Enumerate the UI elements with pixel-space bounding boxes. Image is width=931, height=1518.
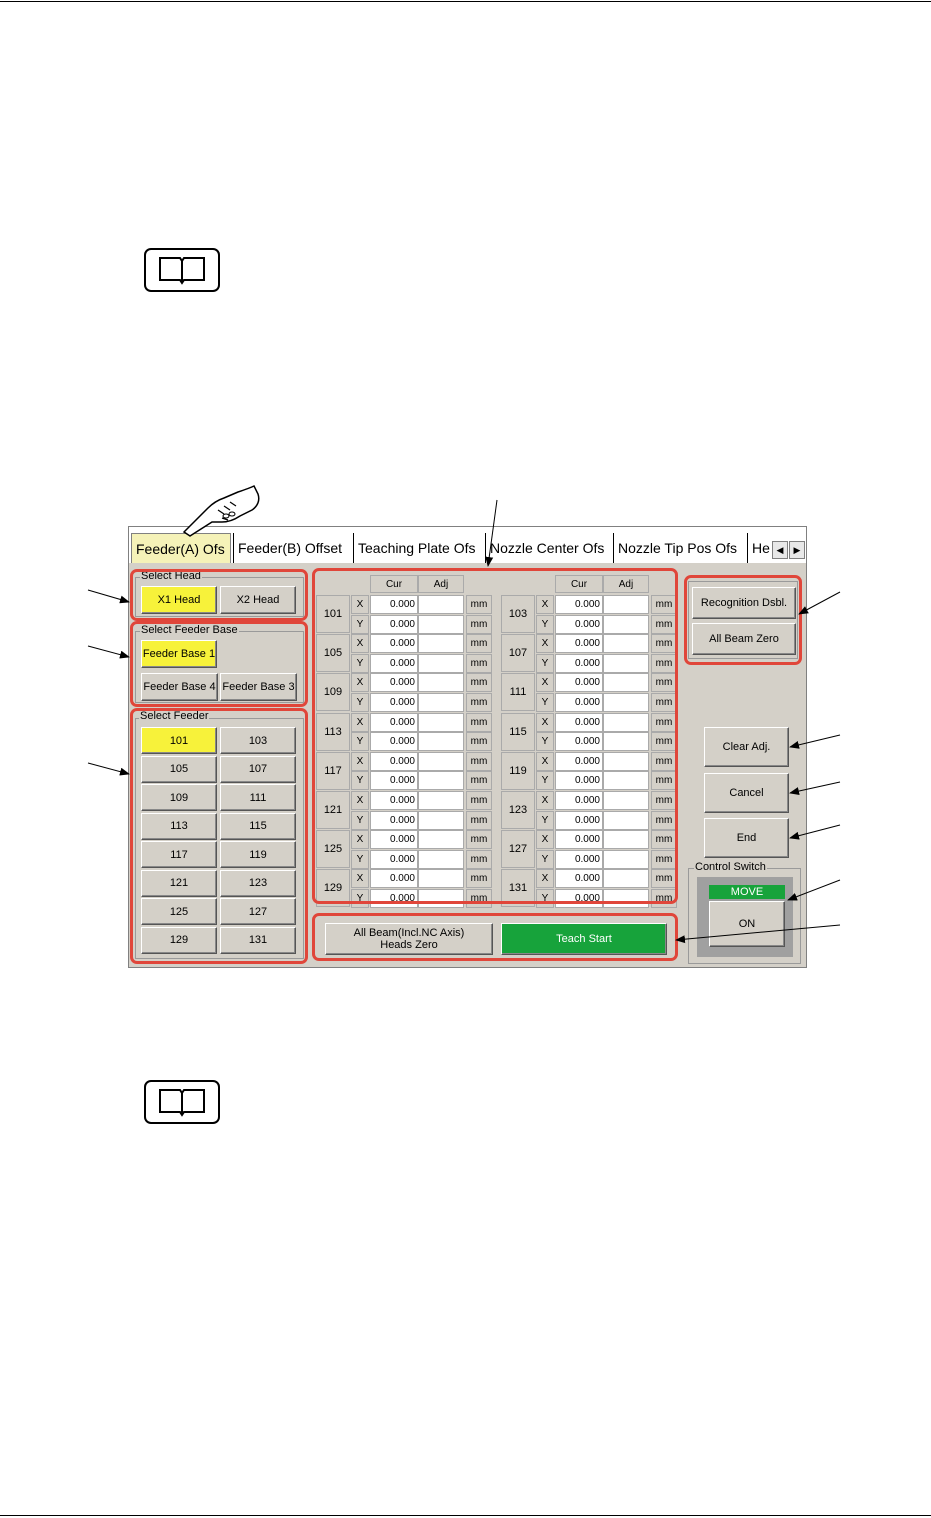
cur-value-y: 0.000 — [555, 850, 603, 869]
select-feeder-base-label: Select Feeder Base — [141, 624, 238, 636]
unit-label: mm — [466, 791, 492, 810]
feeder-id-cell: 127 — [501, 830, 535, 868]
cur-value-y: 0.000 — [370, 615, 418, 634]
feeder-base-3-button[interactable]: Feeder Base 3 — [220, 673, 297, 701]
feeder-131-button[interactable]: 131 — [220, 927, 296, 954]
tab-nozzle-center-ofs[interactable]: Nozzle Center Ofs — [485, 533, 613, 563]
heads-zero-line1: All Beam(Incl.NC Axis) — [353, 927, 465, 939]
cur-value-y: 0.000 — [555, 811, 603, 830]
axis-x-label: X — [536, 830, 554, 849]
axis-x-label: X — [536, 791, 554, 810]
feeder-id-cell: 105 — [316, 634, 350, 672]
unit-label: mm — [651, 850, 677, 869]
cur-value-y: 0.000 — [370, 771, 418, 790]
unit-label: mm — [466, 869, 492, 888]
end-button[interactable]: End — [704, 818, 789, 858]
feeder-base-4-button[interactable]: Feeder Base 4 — [141, 673, 218, 701]
unit-label: mm — [466, 830, 492, 849]
col-adj-header: Adj — [603, 575, 649, 593]
cur-value-y: 0.000 — [555, 732, 603, 751]
cur-value-y: 0.000 — [555, 654, 603, 673]
cur-value-y: 0.000 — [555, 615, 603, 634]
feeder-id-cell: 117 — [316, 752, 350, 790]
feeder-103-button[interactable]: 103 — [220, 727, 296, 754]
unit-label: mm — [651, 869, 677, 888]
x1-head-button[interactable]: X1 Head — [141, 586, 217, 614]
feeder-id-cell: 113 — [316, 713, 350, 751]
feeder-id-cell: 107 — [501, 634, 535, 672]
axis-y-label: Y — [351, 732, 369, 751]
unit-label: mm — [651, 615, 677, 634]
axis-y-label: Y — [536, 654, 554, 673]
control-switch-on-button[interactable]: ON — [709, 901, 785, 947]
unit-label: mm — [651, 811, 677, 830]
axis-x-label: X — [351, 752, 369, 771]
unit-label: mm — [651, 693, 677, 712]
all-beam-zero-button[interactable]: All Beam Zero — [692, 623, 796, 655]
unit-label: mm — [466, 811, 492, 830]
unit-label: mm — [651, 634, 677, 653]
feeder-id-cell: 121 — [316, 791, 350, 829]
axis-y-label: Y — [536, 771, 554, 790]
axis-y-label: Y — [351, 811, 369, 830]
axis-x-label: X — [351, 869, 369, 888]
select-feeder-label: Select Feeder — [140, 710, 209, 722]
cur-value-x: 0.000 — [555, 673, 603, 692]
feeder-109-button[interactable]: 109 — [141, 784, 217, 811]
axis-x-label: X — [351, 713, 369, 732]
unit-label: mm — [466, 889, 492, 908]
axis-x-label: X — [536, 752, 554, 771]
unit-label: mm — [466, 615, 492, 634]
cur-value-y: 0.000 — [370, 654, 418, 673]
cur-value-y: 0.000 — [370, 889, 418, 908]
unit-label: mm — [466, 850, 492, 869]
unit-label: mm — [651, 752, 677, 771]
unit-label: mm — [466, 654, 492, 673]
cur-value-x: 0.000 — [555, 752, 603, 771]
unit-label: mm — [651, 713, 677, 732]
axis-x-label: X — [536, 713, 554, 732]
axis-y-label: Y — [351, 654, 369, 673]
unit-label: mm — [466, 595, 492, 614]
cur-value-x: 0.000 — [555, 830, 603, 849]
cur-value-y: 0.000 — [370, 850, 418, 869]
unit-label: mm — [466, 713, 492, 732]
cur-value-x: 0.000 — [555, 869, 603, 888]
heads-zero-line2: Heads Zero — [380, 939, 438, 951]
cancel-button[interactable]: Cancel — [704, 773, 789, 813]
feeder-123-button[interactable]: 123 — [220, 870, 296, 897]
axis-x-label: X — [351, 673, 369, 692]
unit-label: mm — [651, 791, 677, 810]
feeder-id-cell: 103 — [501, 595, 535, 633]
unit-label: mm — [466, 693, 492, 712]
axis-y-label: Y — [536, 615, 554, 634]
feeder-id-cell: 131 — [501, 869, 535, 907]
axis-y-label: Y — [351, 889, 369, 908]
axis-x-label: X — [351, 830, 369, 849]
unit-label: mm — [466, 752, 492, 771]
tab-scroll-right-icon[interactable]: ▶ — [789, 541, 805, 559]
axis-x-label: X — [536, 595, 554, 614]
feeder-129-button[interactable]: 129 — [141, 927, 217, 954]
tab-feeder-a-ofs[interactable]: Feeder(A) Ofs — [131, 533, 231, 563]
col-cur-header: Cur — [370, 575, 418, 593]
unit-label: mm — [466, 634, 492, 653]
tab-scroll-left-icon[interactable]: ◀ — [772, 541, 788, 559]
feeder-105-button[interactable]: 105 — [141, 756, 217, 783]
teach-start-button[interactable]: Teach Start — [501, 923, 667, 955]
feeder-101-button[interactable]: 101 — [141, 727, 217, 754]
unit-label: mm — [651, 830, 677, 849]
unit-label: mm — [651, 595, 677, 614]
unit-label: mm — [466, 673, 492, 692]
unit-label: mm — [651, 732, 677, 751]
cur-value-x: 0.000 — [370, 595, 418, 614]
col-cur-header: Cur — [555, 575, 603, 593]
feeder-115-button[interactable]: 115 — [220, 813, 296, 840]
feeder-id-cell: 123 — [501, 791, 535, 829]
axis-y-label: Y — [351, 771, 369, 790]
cur-value-x: 0.000 — [555, 595, 603, 614]
axis-y-label: Y — [536, 811, 554, 830]
axis-y-label: Y — [536, 850, 554, 869]
axis-y-label: Y — [351, 615, 369, 634]
feeder-id-cell: 129 — [316, 869, 350, 907]
cur-value-x: 0.000 — [370, 869, 418, 888]
cur-value-y: 0.000 — [370, 693, 418, 712]
cur-value-x: 0.000 — [370, 673, 418, 692]
axis-x-label: X — [351, 595, 369, 614]
feeder-id-cell: 109 — [316, 673, 350, 711]
cur-value-y: 0.000 — [370, 811, 418, 830]
feeder-121-button[interactable]: 121 — [141, 870, 217, 897]
control-switch-label: Control Switch — [695, 861, 766, 873]
tab-nozzle-tip-pos-ofs[interactable]: Nozzle Tip Pos Ofs — [613, 533, 747, 563]
tab-he[interactable]: He — [747, 533, 771, 563]
cur-value-y: 0.000 — [555, 889, 603, 908]
unit-label: mm — [466, 771, 492, 790]
unit-label: mm — [651, 673, 677, 692]
cur-value-x: 0.000 — [370, 634, 418, 653]
cur-value-y: 0.000 — [370, 732, 418, 751]
col-adj-header: Adj — [418, 575, 464, 593]
feeder-id-cell: 101 — [316, 595, 350, 633]
axis-y-label: Y — [351, 850, 369, 869]
feeder-base-1-button[interactable]: Feeder Base 1 — [141, 640, 217, 668]
unit-label: mm — [651, 889, 677, 908]
feeder-107-button[interactable]: 107 — [220, 756, 296, 783]
control-switch-status: MOVE — [709, 885, 785, 899]
cur-value-x: 0.000 — [370, 791, 418, 810]
x2-head-button[interactable]: X2 Head — [220, 586, 296, 614]
axis-x-label: X — [351, 634, 369, 653]
feeder-113-button[interactable]: 113 — [141, 813, 217, 840]
feeder-id-cell: 111 — [501, 673, 535, 711]
unit-label: mm — [651, 654, 677, 673]
axis-x-label: X — [536, 869, 554, 888]
feeder-125-button[interactable]: 125 — [141, 898, 217, 925]
axis-y-label: Y — [351, 693, 369, 712]
cur-value-y: 0.000 — [555, 771, 603, 790]
cur-value-x: 0.000 — [555, 634, 603, 653]
tab-teaching-plate-ofs[interactable]: Teaching Plate Ofs — [353, 533, 485, 563]
feeder-111-button[interactable]: 111 — [220, 784, 296, 811]
axis-y-label: Y — [536, 889, 554, 908]
tab-feeder-b-offset[interactable]: Feeder(B) Offset — [233, 533, 353, 563]
cur-value-y: 0.000 — [555, 693, 603, 712]
cur-value-x: 0.000 — [555, 713, 603, 732]
feeder-id-cell: 125 — [316, 830, 350, 868]
feeder-117-button[interactable]: 117 — [141, 841, 217, 868]
cur-value-x: 0.000 — [370, 713, 418, 732]
feeder-id-cell: 115 — [501, 713, 535, 751]
feeder-119-button[interactable]: 119 — [220, 841, 296, 868]
cur-value-x: 0.000 — [370, 830, 418, 849]
unit-label: mm — [466, 732, 492, 751]
axis-x-label: X — [536, 673, 554, 692]
axis-x-label: X — [351, 791, 369, 810]
clear-adj-button[interactable]: Clear Adj. — [704, 727, 789, 767]
axis-y-label: Y — [536, 732, 554, 751]
feeder-id-cell: 119 — [501, 752, 535, 790]
cur-value-x: 0.000 — [555, 791, 603, 810]
axis-x-label: X — [536, 634, 554, 653]
select-head-label: Select Head — [141, 570, 201, 582]
feeder-127-button[interactable]: 127 — [220, 898, 296, 925]
cur-value-x: 0.000 — [370, 752, 418, 771]
unit-label: mm — [651, 771, 677, 790]
recognition-dsbl-button[interactable]: Recognition Dsbl. — [692, 587, 796, 619]
axis-y-label: Y — [536, 693, 554, 712]
